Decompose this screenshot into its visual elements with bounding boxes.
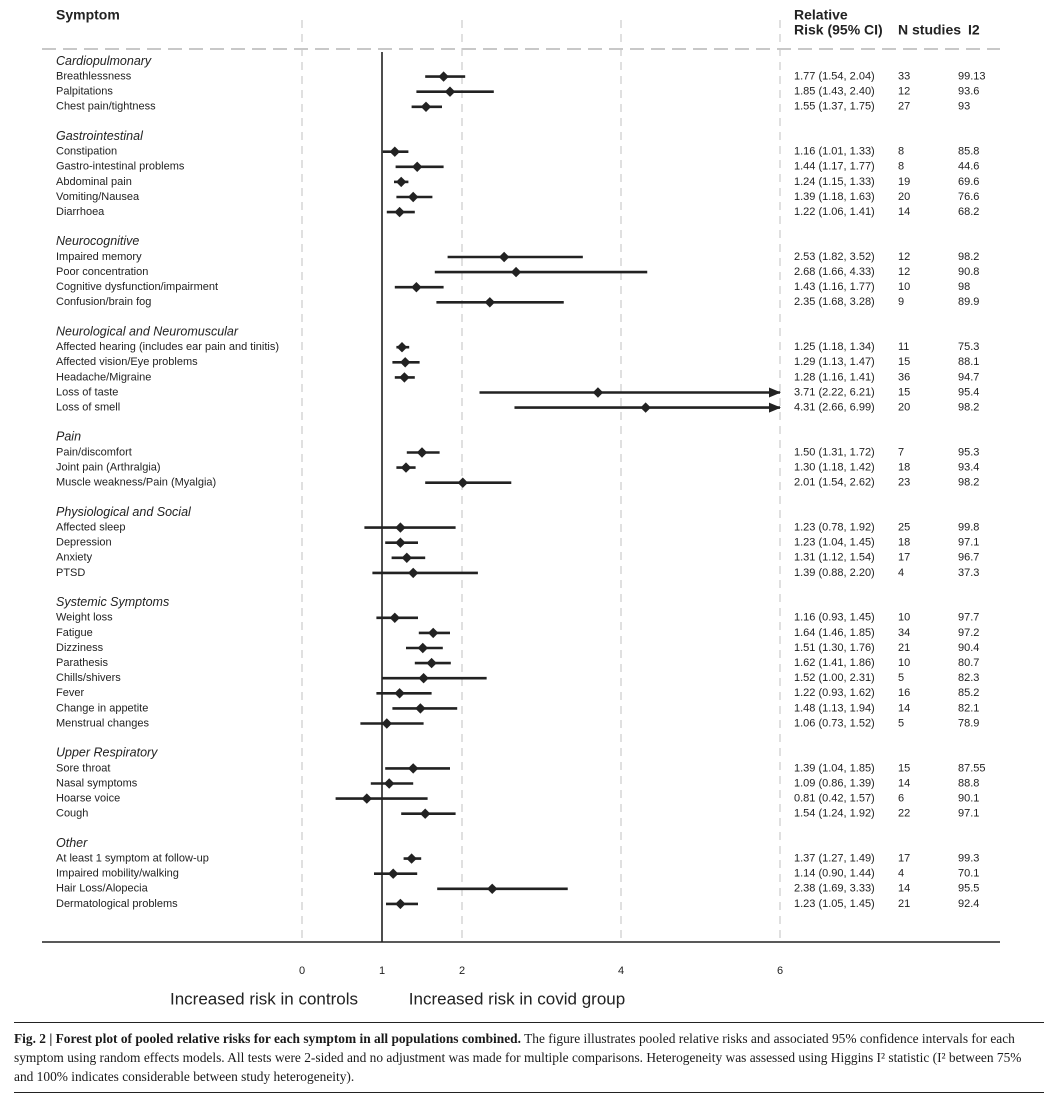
point-estimate <box>408 763 418 773</box>
row-rr-ci: 2.38 (1.69, 3.33) <box>794 882 875 895</box>
row-rr-ci: 1.50 (1.31, 1.72) <box>794 446 875 459</box>
point-estimate <box>511 267 521 277</box>
row-rr-ci: 1.39 (0.88, 2.20) <box>794 566 875 579</box>
row-label: Loss of taste <box>56 386 119 399</box>
row-i2: 97.2 <box>958 626 980 639</box>
row-i2: 37.3 <box>958 566 980 579</box>
row-rr-ci: 4.31 (2.66, 6.99) <box>794 401 875 414</box>
group-header: Cardiopulmonary <box>56 53 152 68</box>
row-n-studies: 15 <box>898 762 911 775</box>
row-n-studies: 5 <box>898 717 905 730</box>
figure-caption <box>14 1022 1044 1093</box>
row-i2: 97.1 <box>958 807 980 820</box>
row-i2: 97.1 <box>958 536 980 549</box>
group-header: Systemic Symptoms <box>56 594 170 609</box>
row-i2: 99.8 <box>958 521 980 534</box>
point-estimate <box>401 462 411 472</box>
row-label: Hair Loss/Alopecia <box>56 882 148 895</box>
row-i2: 90.1 <box>958 792 980 805</box>
row-n-studies: 22 <box>898 807 911 820</box>
point-estimate <box>415 703 425 713</box>
row-rr-ci: 1.24 (1.15, 1.33) <box>794 175 875 188</box>
row-n-studies: 18 <box>898 461 911 474</box>
x-tick-label: 4 <box>617 964 625 977</box>
point-estimate <box>417 447 427 457</box>
row-i2: 97.7 <box>958 611 980 624</box>
row-i2: 69.6 <box>958 175 980 188</box>
row-label: Hoarse voice <box>56 792 121 805</box>
row-n-studies: 12 <box>898 266 911 279</box>
group-header: Gastrointestinal <box>56 128 143 143</box>
row-i2: 92.4 <box>958 897 980 910</box>
row-rr-ci: 2.01 (1.54, 2.62) <box>794 476 875 489</box>
row-rr-ci: 1.23 (1.05, 1.45) <box>794 897 875 910</box>
row-i2: 82.1 <box>958 702 980 715</box>
row-n-studies: 20 <box>898 190 911 203</box>
point-estimate <box>397 342 407 352</box>
row-label: Menstrual changes <box>56 717 149 730</box>
row-i2: 70.1 <box>958 867 980 880</box>
point-estimate <box>487 884 497 894</box>
row-n-studies: 14 <box>898 777 911 790</box>
row-n-studies: 20 <box>898 401 911 414</box>
row-i2: 87.55 <box>958 762 986 775</box>
point-estimate <box>418 643 428 653</box>
point-estimate <box>485 297 495 307</box>
point-estimate <box>402 553 412 563</box>
row-label: Poor concentration <box>56 266 149 279</box>
row-label: Sore throat <box>56 762 111 775</box>
ci-arrow <box>769 403 781 413</box>
row-label: Constipation <box>56 145 118 158</box>
point-estimate <box>438 71 448 81</box>
row-i2: 88.1 <box>958 356 980 369</box>
row-rr-ci: 1.48 (1.13, 1.94) <box>794 702 875 715</box>
point-estimate <box>395 899 405 909</box>
row-rr-ci: 1.14 (0.90, 1.44) <box>794 867 875 880</box>
row-rr-ci: 1.06 (0.73, 1.52) <box>794 717 875 730</box>
row-rr-ci: 1.30 (1.18, 1.42) <box>794 461 875 474</box>
row-n-studies: 8 <box>898 145 905 158</box>
row-n-studies: 12 <box>898 250 911 263</box>
x-tick-label: 1 <box>378 964 386 977</box>
row-label: Muscle weakness/Pain (Myalgia) <box>56 476 217 489</box>
row-rr-ci: 1.44 (1.17, 1.77) <box>794 160 875 173</box>
point-estimate <box>390 147 400 157</box>
caption-title: Fig. 2 | Forest plot of pooled relative risks for each symptom in all populations combined. <box>14 1031 521 1046</box>
ci-arrow <box>769 388 781 398</box>
row-rr-ci: 1.54 (1.24, 1.92) <box>794 807 875 820</box>
group-header: Neurological and Neuromuscular <box>56 324 239 339</box>
row-label: Weight loss <box>56 611 113 624</box>
row-n-studies: 14 <box>898 882 911 895</box>
row-n-studies: 14 <box>898 702 911 715</box>
row-i2: 98.2 <box>958 250 980 263</box>
row-n-studies: 21 <box>898 641 911 654</box>
row-rr-ci: 1.16 (1.01, 1.33) <box>794 145 875 158</box>
row-label: Vomiting/Nausea <box>56 190 140 203</box>
row-i2: 93.4 <box>958 461 980 474</box>
row-i2: 78.9 <box>958 717 980 730</box>
row-i2: 68.2 <box>958 206 980 219</box>
row-label: Cough <box>56 807 89 820</box>
header-i2: I2 <box>968 21 980 38</box>
header-risk-ci: Risk (95% CI) <box>794 21 883 38</box>
row-label: Anxiety <box>56 551 93 564</box>
row-n-studies: 6 <box>898 792 905 805</box>
row-rr-ci: 1.31 (1.12, 1.54) <box>794 551 875 564</box>
row-n-studies: 16 <box>898 687 911 700</box>
row-i2: 95.4 <box>958 386 980 399</box>
point-estimate <box>408 192 418 202</box>
row-i2: 88.8 <box>958 777 980 790</box>
row-n-studies: 4 <box>898 867 905 880</box>
row-i2: 93.6 <box>958 85 980 98</box>
row-rr-ci: 2.68 (1.66, 4.33) <box>794 266 875 279</box>
row-label: Headache/Migraine <box>56 371 152 384</box>
header-n-studies: N studies <box>898 21 962 38</box>
row-label: Breathlessness <box>56 70 132 83</box>
row-rr-ci: 3.71 (2.22, 6.21) <box>794 386 875 399</box>
caption-top-rule <box>14 1022 1044 1023</box>
point-estimate <box>382 718 392 728</box>
row-label: Dermatological problems <box>56 897 178 910</box>
row-i2: 95.5 <box>958 882 980 895</box>
row-label: Chest pain/tightness <box>56 100 156 113</box>
row-i2: 80.7 <box>958 657 980 670</box>
row-i2: 82.3 <box>958 672 980 685</box>
row-rr-ci: 1.85 (1.43, 2.40) <box>794 85 875 98</box>
row-n-studies: 8 <box>898 160 905 173</box>
point-estimate <box>388 869 398 879</box>
row-label: Change in appetite <box>56 702 149 715</box>
row-rr-ci: 1.39 (1.18, 1.63) <box>794 190 875 203</box>
row-i2: 85.8 <box>958 145 980 158</box>
row-n-studies: 34 <box>898 626 911 639</box>
row-rr-ci: 1.37 (1.27, 1.49) <box>794 852 875 865</box>
group-header: Neurocognitive <box>56 234 140 249</box>
row-rr-ci: 1.23 (1.04, 1.45) <box>794 536 875 549</box>
header-symptom: Symptom <box>56 6 120 23</box>
row-label: Abdominal pain <box>56 175 132 188</box>
row-i2: 98 <box>958 281 971 294</box>
row-n-studies: 4 <box>898 566 905 579</box>
point-estimate <box>395 538 405 548</box>
row-rr-ci: 2.35 (1.68, 3.28) <box>794 296 875 309</box>
x-tick-label: 2 <box>458 964 466 977</box>
point-estimate <box>411 282 421 292</box>
row-n-studies: 18 <box>898 536 911 549</box>
axis-caption-covid: Increased risk in covid group <box>408 989 626 1009</box>
point-estimate <box>384 778 394 788</box>
point-estimate <box>593 387 603 397</box>
row-label: Nasal symptoms <box>56 777 138 790</box>
row-label: Affected sleep <box>56 521 126 534</box>
row-n-studies: 27 <box>898 100 911 113</box>
row-label: Loss of smell <box>56 401 121 414</box>
row-i2: 99.13 <box>958 70 986 83</box>
row-n-studies: 33 <box>898 70 911 83</box>
row-i2: 85.2 <box>958 687 980 700</box>
point-estimate <box>418 673 428 683</box>
point-estimate <box>396 177 406 187</box>
row-label: Gastro-intestinal problems <box>56 160 185 173</box>
axis-caption-controls: Increased risk in controls <box>169 989 359 1009</box>
row-n-studies: 10 <box>898 281 911 294</box>
row-rr-ci: 1.52 (1.00, 2.31) <box>794 672 875 685</box>
row-i2: 94.7 <box>958 371 980 384</box>
row-n-studies: 17 <box>898 852 911 865</box>
row-rr-ci: 1.28 (1.16, 1.41) <box>794 371 875 384</box>
caption-bottom-rule <box>14 1092 1044 1093</box>
row-label: Diarrhoea <box>56 206 105 219</box>
group-header: Other <box>56 835 88 850</box>
row-label: Affected vision/Eye problems <box>56 356 198 369</box>
row-label: Fatigue <box>56 626 93 639</box>
row-rr-ci: 2.53 (1.82, 3.52) <box>794 250 875 263</box>
point-estimate <box>395 522 405 532</box>
point-estimate <box>428 628 438 638</box>
point-estimate <box>421 102 431 112</box>
row-n-studies: 12 <box>898 85 911 98</box>
row-n-studies: 19 <box>898 175 911 188</box>
point-estimate <box>394 207 404 217</box>
row-i2: 75.3 <box>958 341 980 354</box>
group-header: Physiological and Social <box>56 504 191 519</box>
row-label: Pain/discomfort <box>56 446 132 459</box>
row-n-studies: 17 <box>898 551 911 564</box>
row-rr-ci: 1.62 (1.41, 1.86) <box>794 657 875 670</box>
row-rr-ci: 1.25 (1.18, 1.34) <box>794 341 875 354</box>
row-label: Affected hearing (includes ear pain and tinitis) <box>56 341 279 354</box>
row-n-studies: 11 <box>898 341 910 354</box>
row-i2: 76.6 <box>958 190 980 203</box>
row-rr-ci: 1.09 (0.86, 1.39) <box>794 777 875 790</box>
row-label: Depression <box>56 536 112 549</box>
row-rr-ci: 1.77 (1.54, 2.04) <box>794 70 875 83</box>
row-label: Joint pain (Arthralgia) <box>56 461 161 474</box>
row-label: Dizziness <box>56 641 104 654</box>
point-estimate <box>499 252 509 262</box>
row-label: Cognitive dysfunction/impairment <box>56 281 219 294</box>
point-estimate <box>412 162 422 172</box>
row-n-studies: 14 <box>898 206 911 219</box>
row-n-studies: 15 <box>898 386 911 399</box>
row-n-studies: 7 <box>898 446 905 459</box>
row-rr-ci: 1.43 (1.16, 1.77) <box>794 281 875 294</box>
point-estimate <box>426 658 436 668</box>
row-i2: 96.7 <box>958 551 980 564</box>
row-rr-ci: 1.23 (0.78, 1.92) <box>794 521 875 534</box>
row-label: PTSD <box>56 566 86 579</box>
x-tick-label: 0 <box>298 964 306 977</box>
row-i2: 44.6 <box>958 160 980 173</box>
row-label: At least 1 symptom at follow-up <box>56 852 209 865</box>
row-label: Palpitations <box>56 85 113 98</box>
row-i2: 95.3 <box>958 446 980 459</box>
header-relative: Relative <box>794 6 848 23</box>
caption-body: The figure illustrates pooled relative risks and associated 95% confidence intervals for each symptom using random effects models. All tests were 2-sided and no adjustment was made for multiple comparisons. Heterogeneity was assessed using Higgins I² statistic (I² between 75% and 100% indicates considerable between study heterogeneity). <box>14 1031 1022 1084</box>
row-rr-ci: 1.64 (1.46, 1.85) <box>794 626 875 639</box>
row-i2: 90.8 <box>958 266 980 279</box>
point-estimate <box>362 793 372 803</box>
row-n-studies: 36 <box>898 371 911 384</box>
group-header: Upper Respiratory <box>56 745 158 760</box>
row-i2: 93 <box>958 100 971 113</box>
row-i2: 89.9 <box>958 296 980 309</box>
caption-column-left <box>14 1029 1044 1086</box>
point-estimate <box>445 87 455 97</box>
row-label: Chills/shivers <box>56 672 121 685</box>
row-i2: 98.2 <box>958 401 980 414</box>
row-label: Impaired memory <box>56 250 142 263</box>
row-label: Confusion/brain fog <box>56 296 152 309</box>
row-label: Impaired mobility/walking <box>56 867 179 880</box>
row-i2: 99.3 <box>958 852 980 865</box>
row-rr-ci: 1.16 (0.93, 1.45) <box>794 611 875 624</box>
row-n-studies: 10 <box>898 611 911 624</box>
row-rr-ci: 1.22 (1.06, 1.41) <box>794 206 875 219</box>
row-n-studies: 25 <box>898 521 911 534</box>
row-n-studies: 23 <box>898 476 911 489</box>
x-tick-label: 6 <box>776 964 784 977</box>
point-estimate <box>394 688 404 698</box>
row-rr-ci: 1.39 (1.04, 1.85) <box>794 762 875 775</box>
point-estimate <box>406 853 416 863</box>
row-n-studies: 21 <box>898 897 911 910</box>
row-n-studies: 10 <box>898 657 911 670</box>
row-n-studies: 15 <box>898 356 911 369</box>
row-label: Parathesis <box>56 657 108 670</box>
point-estimate <box>399 372 409 382</box>
group-header: Pain <box>56 429 82 444</box>
row-i2: 90.4 <box>958 641 980 654</box>
point-estimate <box>408 568 418 578</box>
row-i2: 98.2 <box>958 476 980 489</box>
row-label: Fever <box>56 687 85 700</box>
row-n-studies: 5 <box>898 672 905 685</box>
point-estimate <box>390 613 400 623</box>
row-rr-ci: 1.55 (1.37, 1.75) <box>794 100 875 113</box>
point-estimate <box>400 357 410 367</box>
row-n-studies: 9 <box>898 296 905 309</box>
row-rr-ci: 1.29 (1.13, 1.47) <box>794 356 875 369</box>
point-estimate <box>640 402 650 412</box>
row-rr-ci: 1.51 (1.30, 1.76) <box>794 641 875 654</box>
row-rr-ci: 0.81 (0.42, 1.57) <box>794 792 875 805</box>
row-rr-ci: 1.22 (0.93, 1.62) <box>794 687 875 700</box>
point-estimate <box>458 478 468 488</box>
point-estimate <box>420 809 430 819</box>
